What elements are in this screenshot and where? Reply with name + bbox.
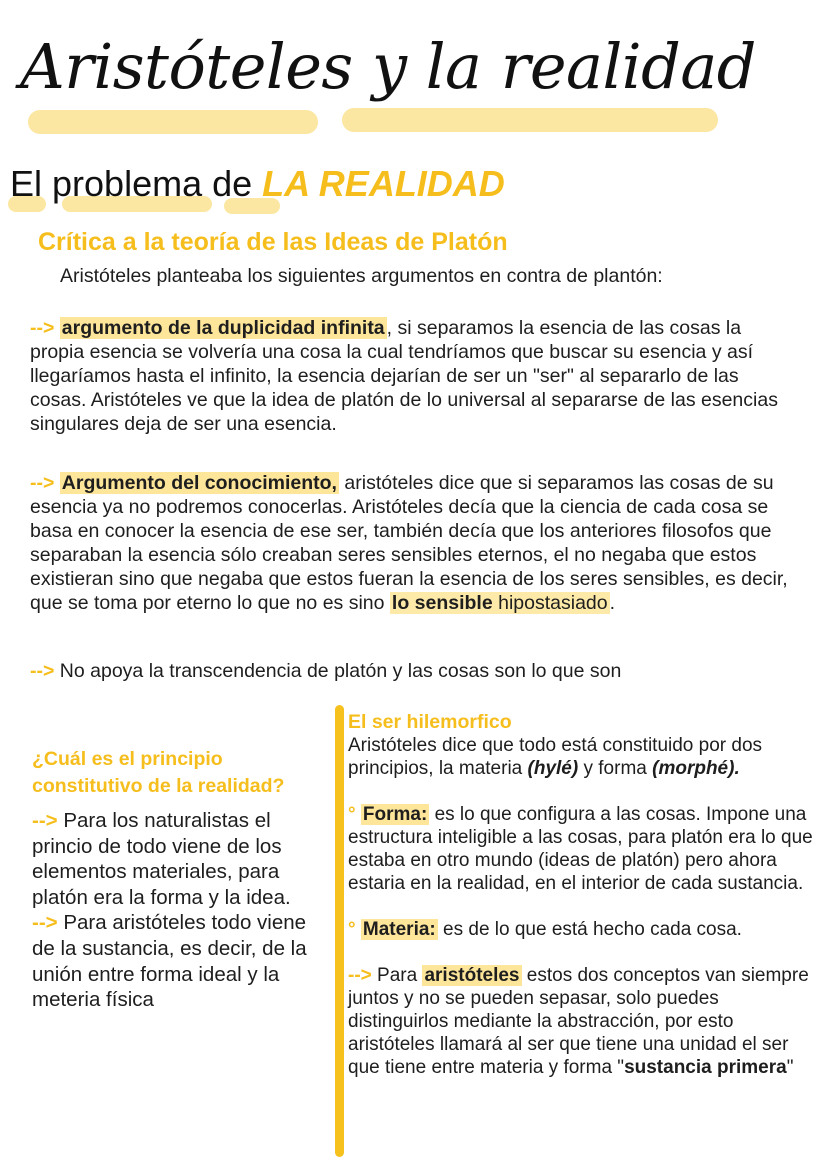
arrow-icon: --> [30, 660, 55, 682]
section-heading-plain: El problema de [10, 163, 253, 204]
forma-label: Forma: [362, 804, 428, 825]
final-end: " [786, 1057, 794, 1078]
title-highlight-left [28, 110, 318, 134]
page-title: Aristóteles y la realidad [20, 30, 756, 103]
section-heading [10, 162, 505, 206]
intro-text: Aristóteles planteaba los siguientes argumentos en contra de plantón: [60, 265, 663, 287]
argument-conocimiento [30, 471, 790, 615]
hilemorfico-heading: El ser hilemorfico [348, 711, 512, 733]
intro-a: Aristóteles dice que todo está constituido por dos principios, la materia [348, 735, 763, 779]
left-col-p1 [32, 808, 330, 910]
left-col-p1-text: Para los naturalistas el princio de todo viene de los elementos materiales, para platón era la forma y la idea. [32, 809, 291, 909]
arrow-icon: --> [30, 317, 55, 339]
forma-paragraph [348, 803, 818, 895]
hyle-term: (hylé) [527, 758, 579, 779]
left-column [32, 746, 330, 1013]
materia-label: Materia: [362, 919, 436, 940]
section-heading-accent: LA REALIDAD [262, 163, 505, 204]
arrow-icon: --> [32, 911, 58, 935]
arrow-icon: --> [30, 472, 55, 494]
argument-text-conocimiento: aristóteles dice que si separamos las cosas de su esencia ya no podremos conocerlas. Aristóteles decía que la ciencia de cada cosa se basa en conocer la esencia de ese ser, también decía que los anteriores filosofos que separaban la esencia sólo creaban seres sensibles eternos, el no negaba que estos existieran sino que negaba que estos fueran la esencia de los seres sensibles, es decir, que se toma por eterno lo que no es sino [30, 472, 788, 614]
sustancia-paragraph [348, 964, 818, 1079]
arrow-icon: --> [348, 965, 372, 986]
right-column [348, 710, 818, 1079]
materia-text: es de lo que está hecho cada cosa. [437, 919, 742, 940]
argument-text-duplicidad: , si separamos la esencia de las cosas la propia esencia se volvería una cosa la cual tendríamos que buscar su esencia y así llegaríamos hasta el infinito, la esencia dejarían de ser un "ser" al separarlo de las cosas. Aristóteles ve que la idea de platón de lo universal al separarse de las esencias singulares deja de ser una esencia. [30, 317, 778, 435]
final-a: Para [371, 965, 423, 986]
intro-b: y forma [578, 758, 653, 779]
forma-text: es lo que configura a las cosas. Impone una estructura inteligible a las cosas, para platón era lo que estaba en otro mundo (ideas de platón) pero ahora estaria en la realidad, en el interior de cada sustancia. [348, 804, 813, 894]
argument-end: . [609, 592, 616, 614]
argument-text-transcendencia: No apoya la transcendencia de platón y las cosas son lo que son [59, 660, 622, 682]
argument-label-conocimiento: Argumento del conocimiento, [61, 472, 337, 494]
materia-paragraph [348, 918, 818, 941]
left-col-p2 [32, 910, 330, 1012]
lo-sensible-text: lo sensible [391, 592, 493, 614]
arrow-icon: --> [32, 809, 58, 832]
highlight-lo-sensible [390, 592, 610, 614]
column-divider [335, 705, 344, 1157]
question-heading: ¿Cuál es el principio constitutivo de la realidad? [32, 748, 285, 797]
hipostasiado-text: hipostasiado [492, 592, 608, 614]
aristoteles-mark: aristóteles [424, 965, 520, 986]
bullet-icon: ° [348, 804, 356, 825]
bullet-icon: ° [348, 919, 356, 940]
argument-transcendencia [30, 659, 621, 683]
left-col-p2-text: Para aristóteles todo viene de la sustancia, es decir, de la unión entre forma ideal y la meteria física [32, 911, 307, 1012]
morphe-term: (morphé). [652, 758, 740, 779]
final-b: estos dos conceptos van siempre juntos y no se pueden sepasar, solo puedes distinguirlos mediante la abstracción, por esto aristóteles llamará al ser que tiene una unidad el ser que tiene entre materia y forma " [348, 965, 809, 1078]
argument-label-duplicidad: argumento de la duplicidad infinita [61, 317, 385, 339]
argument-duplicidad [30, 316, 790, 436]
hilemorfico-intro [348, 734, 818, 780]
subheading: Crítica a la teoría de las Ideas de Platón [38, 228, 508, 256]
sustancia-primera: sustancia primera [624, 1057, 787, 1078]
